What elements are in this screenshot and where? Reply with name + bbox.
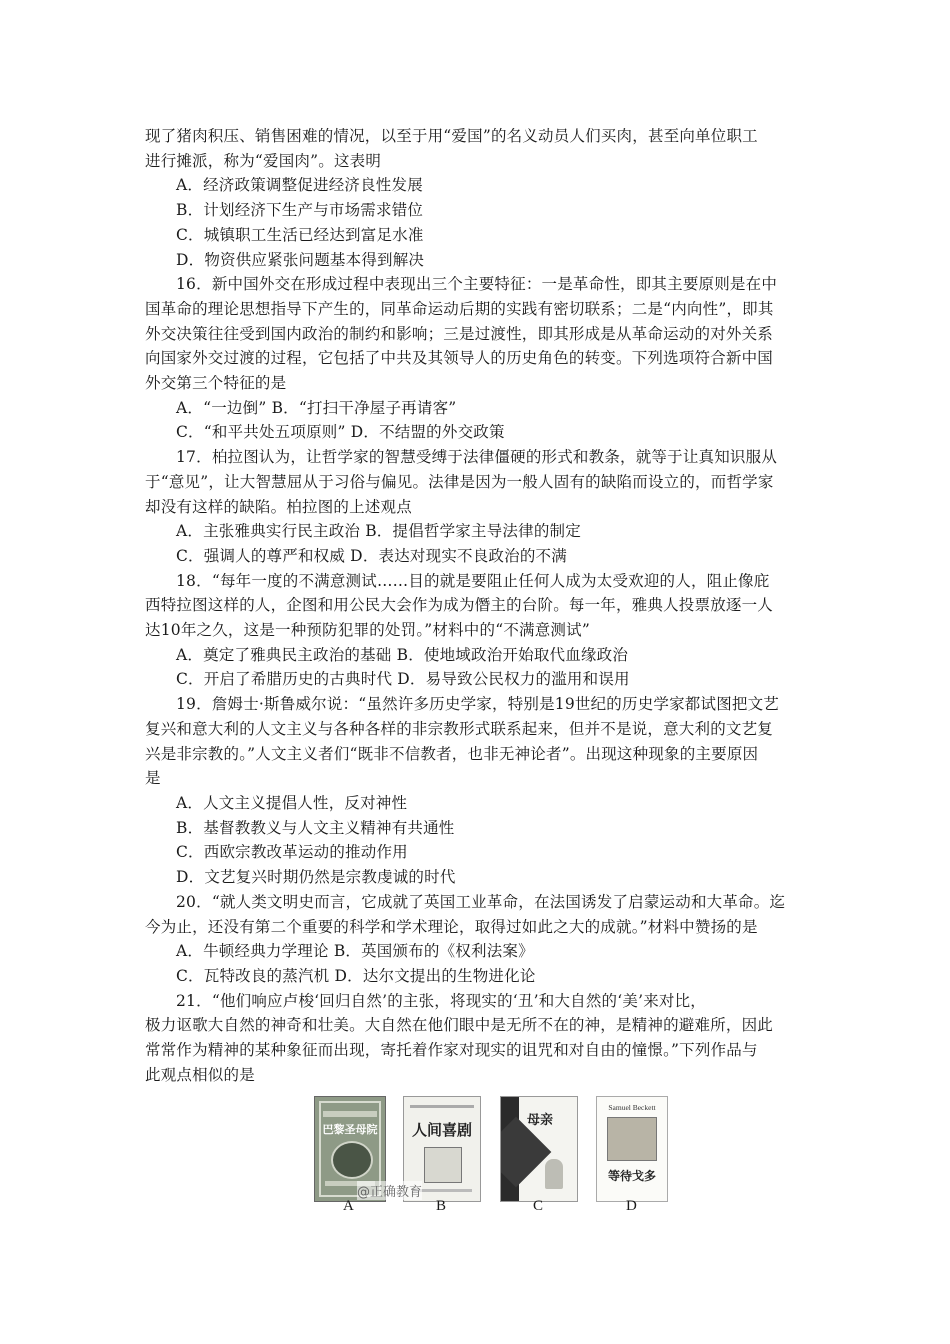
option-line: D．文艺复兴时期仍然是宗教虔诚的时代 — [176, 868, 456, 887]
question-16: 16．新中国外交在形成过程中表现出三个主要特征：一是革命性，即其主要原则是在中 — [176, 275, 778, 294]
book-c-title: 母亲 — [527, 1113, 554, 1128]
book-label-d: D — [626, 1198, 637, 1214]
option-line: C．瓦特改良的蒸汽机 D．达尔文提出的生物进化论 — [176, 966, 536, 985]
text-line: 于“意见”，让大智慧屈从于习俗与偏见。法律是因为一般人固有的缺陷而设立的，而哲学家 — [145, 472, 774, 491]
book-label-c: C — [533, 1198, 544, 1214]
question-21: 21．“他们响应卢梭‘回归自然’的主张，将现实的‘丑’和大自然的‘美’来对比， — [176, 991, 707, 1010]
text-line: 兴是非宗教的。”人文主义者们“既非不信教者，也非无神论者”。出现这种现象的主要原因 — [145, 744, 759, 763]
option-line: A．奠定了雅典民主政治的基础 B．使地域政治开始取代血缘政治 — [176, 645, 629, 664]
option-line: A．牛顿经典力学理论 B．英国颁布的《权利法案》 — [176, 942, 534, 961]
option-line: A．主张雅典实行民主政治 B．提倡哲学家主导法律的制定 — [176, 522, 581, 541]
option-line: B．基督教教义与人文主义精神有共通性 — [176, 818, 455, 837]
book-d-title: 等待戈多 — [607, 1169, 656, 1183]
text-line: 极力讴歌大自然的神奇和壮美。大自然在他们眼中是无所不在的神，是精神的避难所，因此 — [145, 1016, 774, 1035]
text-line: 进行摊派，称为“爱国肉”。这表明 — [145, 151, 382, 170]
option-line: A．“一边倒” B．“打扫干净屋子再请客” — [176, 398, 457, 417]
option-line: B．计划经济下生产与市场需求错位 — [176, 201, 424, 220]
option-line: C．“和平共处五项原则” D．不结盟的外交政策 — [176, 423, 505, 442]
text-line: 国革命的理论思想指导下产生的，同革命运动后期的实践有密切联系；二是“内向性”，即其 — [145, 299, 774, 318]
book-b-title: 人间喜剧 — [411, 1121, 472, 1139]
book-cover-d — [596, 1096, 668, 1202]
question-17: 17．柏拉图认为，让哲学家的智慧受缚于法律僵硬的形式和教条，就等于让真知识服从 — [176, 448, 778, 467]
option-line: C．西欧宗教改革运动的推动作用 — [176, 843, 408, 862]
watermark: @正确教育 — [357, 1181, 422, 1200]
option-line: A．人文主义提倡人性，反对神性 — [176, 793, 408, 812]
option-line: C．开启了希腊历史的古典时代 D．易导致公民权力的滥用和误用 — [176, 670, 630, 689]
text-line: 达10年之久，这是一种预防犯罪的处罚。”材料中的“不满意测试” — [145, 621, 590, 640]
text-line: 今为止，还没有第二个重要的科学和学术理论，取得过如此之大的成就。”材料中赞扬的是 — [145, 917, 758, 936]
book-label-a: A — [343, 1198, 354, 1214]
text-line: 向国家外交过渡的过程，它包括了中共及其领导人的历史角色的转变。下列选项符合新中国 — [145, 349, 774, 368]
text-line: 常常作为精神的某种象征而出现，寄托着作家对现实的诅咒和对自由的憧憬。”下列作品与 — [145, 1041, 758, 1060]
book-label-b: B — [436, 1198, 447, 1214]
question-19: 19．詹姆士·斯鲁威尔说：“虽然许多历史学家，特别是19世纪的历史学家都试图把文艺 — [176, 695, 779, 714]
text-line: 却没有这样的缺陷。柏拉图的上述观点 — [145, 497, 412, 516]
question-20: 20．“就人类文明史而言，它成就了英国工业革命，在法国诱发了启蒙运动和大革命。迄 — [176, 892, 786, 911]
question-18: 18．“每年一度的不满意测试……目的就是要阻止任何人成为太受欢迎的人，阻止像庇 — [176, 571, 770, 590]
text-line: 此观点相似的是 — [145, 1065, 255, 1084]
text-line: 外交决策往往受到国内政治的制约和影响；三是过渡性，即其形成是从革命运动的对外关系 — [145, 324, 774, 343]
option-line: C．城镇职工生活已经达到富足水准 — [176, 225, 424, 244]
book-a-title: 巴黎圣母院 — [322, 1123, 378, 1136]
book-d-author: Samuel Beckett — [608, 1103, 656, 1112]
text-line: 是 — [145, 769, 161, 788]
text-line: 现了猪肉积压、销售困难的情况，以至于用“爱国”的名义动员人们买肉，甚至向单位职工 — [145, 127, 758, 145]
option-line: C．强调人的尊严和权威 D．表达对现实不良政治的不满 — [176, 546, 567, 565]
question-text — [145, 124, 810, 1087]
book-cover-c — [500, 1096, 578, 1202]
text-line: 外交第三个特征的是 — [145, 374, 287, 393]
text-line: 复兴和意大利的人文主义与各种各样的非宗教形式联系起来，但并不是说，意大利的文艺复 — [145, 719, 774, 738]
option-line: D．物资供应紧张问题基本得到解决 — [176, 250, 425, 269]
option-line: A．经济政策调整促进经济良性发展 — [176, 176, 423, 195]
text-line: 西特拉图这样的人，企图和用公民大会作为成为僭主的台阶。每一年，雅典人投票放逐一人 — [145, 596, 774, 615]
